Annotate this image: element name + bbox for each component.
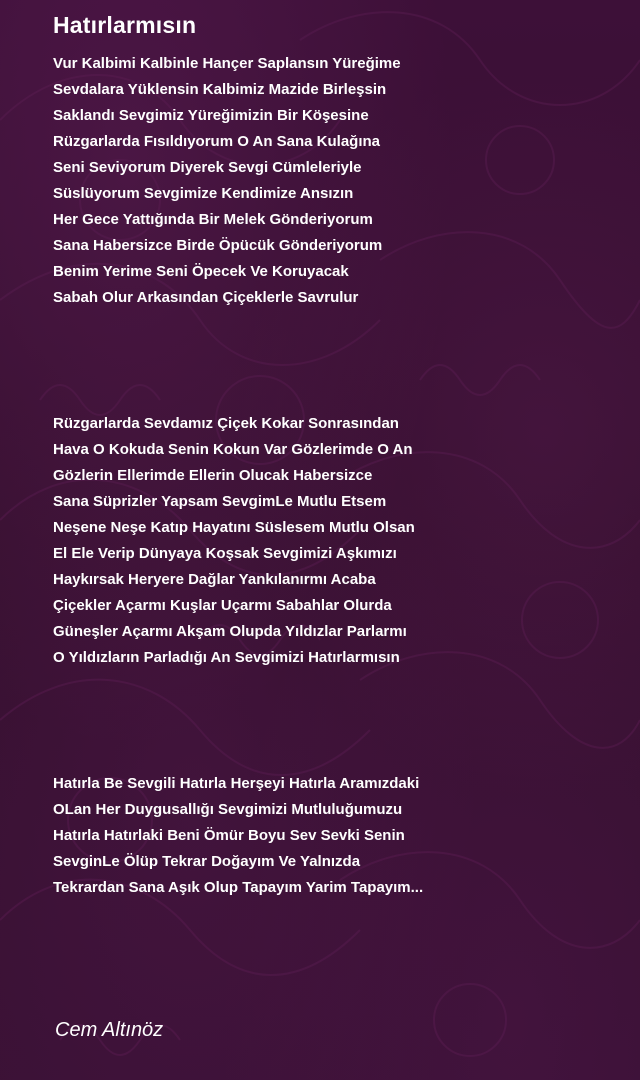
poem-line: SevginLe Ölüp Tekrar Doğayım Ve Yalnızda	[53, 853, 361, 870]
poem-line: Süslüyorum Sevgimize Kendimize Ansızın	[53, 185, 354, 202]
poem-line: Sana Habersizce Birde Öpücük Gönderiyorum	[53, 237, 383, 254]
poem-line: Vur Kalbimi Kalbinle Hançer Saplansın Yüreğime	[53, 55, 401, 72]
poem-line: Her Gece Yattığında Bir Melek Gönderiyorum	[53, 211, 373, 228]
poem-line: Hava O Kokuda Senin Kokun Var Gözlerimde O An	[53, 441, 413, 458]
poem-line: Seni Seviyorum Diyerek Sevgi Cümleleriyle	[53, 159, 362, 176]
stanza-2	[53, 411, 415, 671]
poem-line: Haykırsak Heryere Dağlar Yankılanırmı Acaba	[53, 571, 376, 588]
poem-line: Neşene Neşe Katıp Hayatını Süslesem Mutlu Olsan	[53, 519, 415, 536]
poem-author: Cem Altınöz	[55, 1019, 164, 1041]
poem-line: Rüzgarlarda Fısıldıyorum O An Sana Kulağına	[53, 133, 381, 150]
poem-line: Gözlerin Ellerimde Ellerin Olucak Habersizce	[53, 467, 373, 484]
poem-title: Hatırlarmısın	[53, 12, 197, 38]
poem-line: Sevdalara Yüklensin Kalbimiz Mazide Birleşsin	[53, 81, 387, 98]
poem-line: Güneşler Açarmı Akşam Olupda Yıldızlar Parlarmı	[53, 623, 407, 640]
poem-line: Sana Süprizler Yapsam SevgimLe Mutlu Etsem	[53, 493, 387, 510]
poem-line: Hatırla Be Sevgili Hatırla Herşeyi Hatırla Aramızdaki	[53, 775, 420, 792]
poem-line: Saklandı Sevgimiz Yüreğimizin Bir Köşesine	[53, 107, 369, 124]
poem-line: El Ele Verip Dünyaya Koşsak Sevgimizi Aşkımızı	[53, 545, 397, 562]
poem-line: OLan Her Duygusallığı Sevgimizi Mutluluğumuzu	[53, 801, 403, 818]
poem-line: Hatırla Hatırlaki Beni Ömür Boyu Sev Sevki Senin	[53, 827, 405, 844]
poem-line: Tekrardan Sana Aşık Olup Tapayım Yarim Tapayım...	[53, 879, 424, 896]
poem-line: Benim Yerime Seni Öpecek Ve Koruyacak	[53, 263, 349, 280]
poem-line: Sabah Olur Arkasından Çiçeklerle Savrulur	[53, 289, 359, 306]
poem-line: Rüzgarlarda Sevdamız Çiçek Kokar Sonrasından	[53, 415, 399, 432]
poem-line: Çiçekler Açarmı Kuşlar Uçarmı Sabahlar Olurda	[53, 597, 392, 614]
poem-line: O Yıldızların Parladığı An Sevgimizi Hatırlarmısın	[53, 649, 400, 666]
stanza-1	[53, 51, 401, 311]
stanza-3	[53, 771, 423, 901]
